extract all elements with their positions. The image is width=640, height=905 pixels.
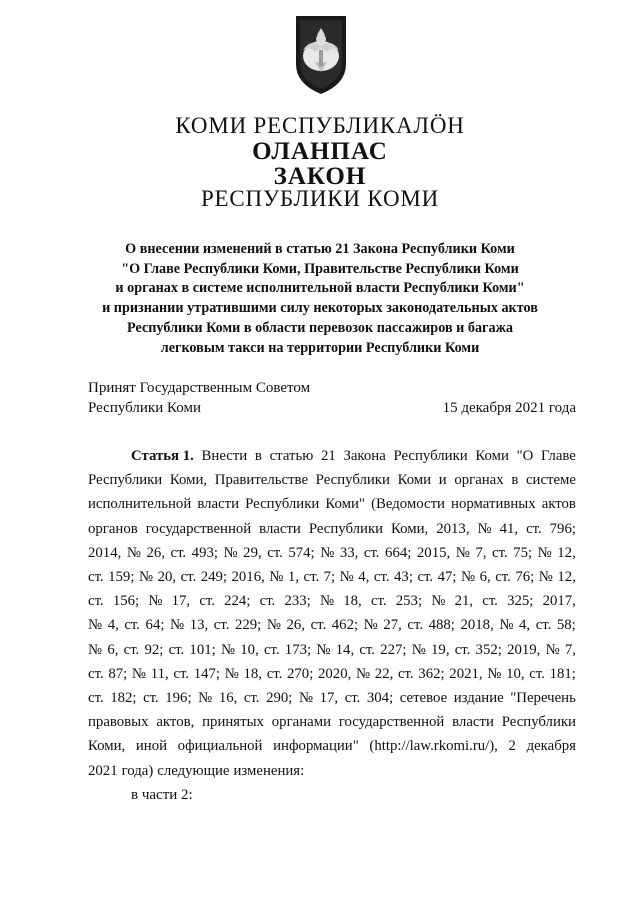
word: ст. xyxy=(143,690,159,707)
word: ст. xyxy=(124,617,140,634)
word: 76; xyxy=(515,569,535,586)
word: ст. xyxy=(266,665,283,682)
word: 20, xyxy=(157,569,177,586)
word: Республики xyxy=(88,472,163,489)
word: государственной xyxy=(145,520,252,537)
word: принятых xyxy=(202,714,264,731)
word: системе xyxy=(525,472,576,489)
article-label: Статья 1. xyxy=(131,448,194,464)
word: ст. xyxy=(180,569,197,586)
word: актов xyxy=(541,496,576,513)
word: 574; xyxy=(288,544,315,561)
word: 2016, xyxy=(231,569,265,586)
word: 7, xyxy=(564,641,576,658)
word: 796; xyxy=(549,520,576,537)
word: ст. xyxy=(88,593,104,610)
word: ст. xyxy=(263,641,280,658)
word: ст. xyxy=(88,665,104,682)
word: в xyxy=(254,448,262,464)
word: изменения: xyxy=(233,762,305,779)
word: 33, xyxy=(339,544,359,561)
word: ст. xyxy=(492,544,508,561)
word: Республики xyxy=(393,448,468,464)
word: ст. xyxy=(88,569,104,586)
word: 26, xyxy=(146,544,165,561)
word: № xyxy=(487,665,502,682)
word: 7; xyxy=(323,569,336,586)
word: 12, xyxy=(557,569,576,586)
word: 1, xyxy=(287,569,300,586)
word: 22, xyxy=(374,665,394,682)
word: 6, xyxy=(479,569,491,586)
word: ст. xyxy=(495,569,511,586)
word: 12, xyxy=(557,544,576,561)
word: 2014, xyxy=(88,544,122,561)
word: 2019, xyxy=(507,641,541,658)
article-line xyxy=(88,492,576,516)
subject-line: и признании утратившими силу некоторых законодательных актов xyxy=(102,300,538,317)
article-line xyxy=(88,565,576,589)
word: 18, xyxy=(243,665,262,682)
word: Внести xyxy=(201,448,248,464)
word: 2021, xyxy=(449,665,483,682)
word: № xyxy=(538,569,553,586)
word: 325; xyxy=(507,593,534,610)
word: власти xyxy=(259,520,301,537)
word: № xyxy=(316,641,331,658)
word: органами xyxy=(271,714,331,731)
word: ст. xyxy=(363,544,380,561)
word: Коми, xyxy=(88,738,126,755)
word: ст. xyxy=(344,690,361,707)
word: № xyxy=(499,617,514,634)
word: ст. xyxy=(529,665,545,682)
word: нормативных xyxy=(451,496,536,513)
word: 6, xyxy=(107,641,119,658)
word: Республики xyxy=(501,714,576,731)
word: 41, xyxy=(499,520,519,537)
word: 4, xyxy=(358,569,370,586)
subject-line: и органах в системе исполнительной власти Республики Коми" xyxy=(115,280,525,297)
word: 2015, xyxy=(416,544,451,561)
adoption-date: 15 декабря 2021 года xyxy=(442,400,576,416)
word: 11, xyxy=(150,665,169,682)
subject-line: О внесении изменений в статью 21 Закона Республики Коми xyxy=(125,241,515,257)
word: Закона xyxy=(343,448,386,464)
part-heading: в части 2: xyxy=(131,787,193,803)
article-line xyxy=(88,638,576,662)
word: 4, xyxy=(519,617,531,634)
word: Республики xyxy=(308,520,384,537)
word: 17, xyxy=(171,593,191,610)
word: статью xyxy=(269,448,314,464)
word: государственной xyxy=(338,714,445,731)
word: ст. xyxy=(397,665,414,682)
word: Главе xyxy=(541,448,576,464)
word: ст. xyxy=(88,690,104,707)
word: 64; xyxy=(145,617,165,634)
word: ст. xyxy=(373,569,390,586)
word: 249; xyxy=(200,569,227,586)
adopted-by xyxy=(88,378,310,418)
article-first-line xyxy=(88,444,576,468)
word: 229; xyxy=(234,617,262,634)
word: 7, xyxy=(475,544,487,561)
word: № xyxy=(269,569,284,586)
word: 253; xyxy=(395,593,423,610)
word: ст. xyxy=(213,617,230,634)
word: информации" xyxy=(273,738,359,755)
word: 2 xyxy=(508,738,516,755)
word: 664; xyxy=(385,544,412,561)
word: 4, xyxy=(107,617,119,634)
word: 156; xyxy=(112,593,140,610)
word: 227; xyxy=(380,641,407,658)
word: № xyxy=(411,641,426,658)
word: 147; xyxy=(193,665,220,682)
word: иной xyxy=(135,738,168,755)
word: ст. xyxy=(370,593,387,610)
word: 75; xyxy=(513,544,533,561)
word: 173; xyxy=(284,641,312,658)
article-line-last xyxy=(88,759,576,783)
word: года) xyxy=(121,762,154,779)
word: № xyxy=(363,617,378,634)
header-line-zakon: ЗАКОН xyxy=(273,163,367,190)
article-line xyxy=(88,734,576,758)
subject-line: Республики Коми в области перевозок пассажиров и багажа xyxy=(127,319,513,336)
word: издание xyxy=(453,690,504,707)
word: ст. xyxy=(482,593,498,610)
word: № xyxy=(455,544,470,561)
word: 159; xyxy=(108,569,135,586)
word: № xyxy=(320,544,335,561)
article-line xyxy=(88,517,576,541)
article-line xyxy=(88,468,576,492)
word: 21, xyxy=(454,593,474,610)
word: 493; xyxy=(191,544,218,561)
word: 182; xyxy=(110,690,137,707)
article-line xyxy=(88,710,576,734)
word: № xyxy=(88,617,103,634)
word: 290; xyxy=(266,690,293,707)
word: 18, xyxy=(343,593,362,610)
article-line xyxy=(88,662,576,686)
word: ст. xyxy=(417,569,434,586)
word: 16, xyxy=(218,690,238,707)
header-line-komi: КОМИ РЕСПУБЛИКАЛÖН xyxy=(175,113,465,138)
word: 362; xyxy=(418,665,445,682)
header-line-republic: РЕСПУБЛИКИ КОМИ xyxy=(200,186,440,211)
word: (http://law.rkomi.ru/), xyxy=(369,738,498,755)
word: № xyxy=(477,520,492,537)
word: власти xyxy=(452,714,494,731)
subject-line: легковым такси на территории Республики Коми xyxy=(160,339,480,356)
word: 92; xyxy=(144,641,164,658)
word: 2020, xyxy=(318,665,352,682)
word: № xyxy=(220,641,236,658)
word: "Перечень xyxy=(510,690,576,707)
word: № xyxy=(126,544,141,561)
word: № xyxy=(88,641,103,658)
word: органов xyxy=(88,520,138,537)
word: 304; xyxy=(366,690,394,707)
word: ст. xyxy=(526,520,542,537)
word: № xyxy=(224,665,239,682)
word: ст. xyxy=(359,641,375,658)
word: № xyxy=(170,617,185,634)
word: Правительстве xyxy=(214,472,309,489)
word: 2021 xyxy=(88,762,118,779)
word: № xyxy=(431,593,446,610)
word: Республики xyxy=(245,496,320,513)
word: (Ведомости xyxy=(371,496,445,513)
word: № xyxy=(148,593,163,610)
word: декабря xyxy=(526,738,576,755)
article-line xyxy=(88,541,576,565)
word: 43; xyxy=(394,569,413,586)
word: 181; xyxy=(549,665,576,682)
word: 352; xyxy=(475,641,502,658)
word: ст. xyxy=(303,569,320,586)
law-subject xyxy=(60,240,580,358)
word: следующие xyxy=(157,762,230,779)
word: 224; xyxy=(224,593,251,610)
adopted-line: Принят Государственным Советом xyxy=(88,380,311,396)
word: ст. xyxy=(267,544,283,561)
word: в xyxy=(511,472,519,489)
word: № xyxy=(138,569,154,586)
article-body xyxy=(88,444,576,783)
word: ст. xyxy=(535,617,552,634)
word: Республики xyxy=(315,472,390,489)
word: 196; xyxy=(165,690,192,707)
word: 2017, xyxy=(542,593,576,610)
word: ст. xyxy=(168,641,185,658)
word: № xyxy=(355,665,371,682)
word: официальной xyxy=(177,738,263,755)
word: № xyxy=(319,593,335,610)
word: № xyxy=(223,544,238,561)
word: 462; xyxy=(331,617,359,634)
word: 27, xyxy=(383,617,402,634)
word: № xyxy=(461,569,476,586)
word: ст. xyxy=(310,617,327,634)
word: 29, xyxy=(243,544,262,561)
word: ст. xyxy=(407,617,424,634)
word: ст. xyxy=(199,593,215,610)
word: 21 xyxy=(320,448,336,464)
word: № xyxy=(198,690,213,707)
word: 47; xyxy=(437,569,457,586)
word: правовых xyxy=(88,714,149,731)
word: № xyxy=(131,665,147,682)
word: Коми, xyxy=(391,520,429,537)
header-line-olanpas: ОЛАНПАС xyxy=(252,138,388,165)
word: Коми xyxy=(475,448,509,464)
word: № xyxy=(339,569,354,586)
word: 101; xyxy=(189,641,216,658)
word: органах xyxy=(454,472,504,489)
article-line xyxy=(88,589,576,613)
word: Коми xyxy=(397,472,432,489)
word: 19, xyxy=(431,641,450,658)
word: Коми, xyxy=(169,472,208,489)
word: 2013, xyxy=(436,520,470,537)
article-line xyxy=(88,686,576,710)
word: актов, xyxy=(156,714,195,731)
adopted-line: Республики Коми xyxy=(88,400,201,416)
word: 233; xyxy=(284,593,311,610)
word: № xyxy=(298,690,314,707)
word: ст. xyxy=(173,665,189,682)
word: ст. xyxy=(170,544,187,561)
word: сетевое xyxy=(399,690,448,707)
word: Коми" xyxy=(325,496,365,513)
coat-of-arms-emblem xyxy=(293,12,349,96)
word: и xyxy=(438,472,447,489)
word: ст. xyxy=(259,593,276,610)
word: № xyxy=(545,641,560,658)
word: власти xyxy=(197,496,240,513)
word: "О xyxy=(516,448,534,464)
word: 87; xyxy=(108,665,128,682)
word: 270; xyxy=(287,665,314,682)
word: 488; xyxy=(428,617,455,634)
article-line xyxy=(88,613,576,637)
word: 17, xyxy=(319,690,339,707)
word: исполнительной xyxy=(88,496,192,513)
word: ст. xyxy=(243,690,260,707)
word: 2018, xyxy=(460,617,494,634)
word: ст. xyxy=(454,641,471,658)
word: № xyxy=(266,617,281,634)
word: ст. xyxy=(123,641,140,658)
word: 26, xyxy=(286,617,306,634)
word: 14, xyxy=(335,641,355,658)
word: 10, xyxy=(240,641,259,658)
word: 10, xyxy=(506,665,525,682)
word: № xyxy=(537,544,552,561)
subject-line: "О Главе Республики Коми, Правительстве Республики Коми xyxy=(121,260,519,277)
word: 58; xyxy=(556,617,576,634)
word: 13, xyxy=(189,617,209,634)
